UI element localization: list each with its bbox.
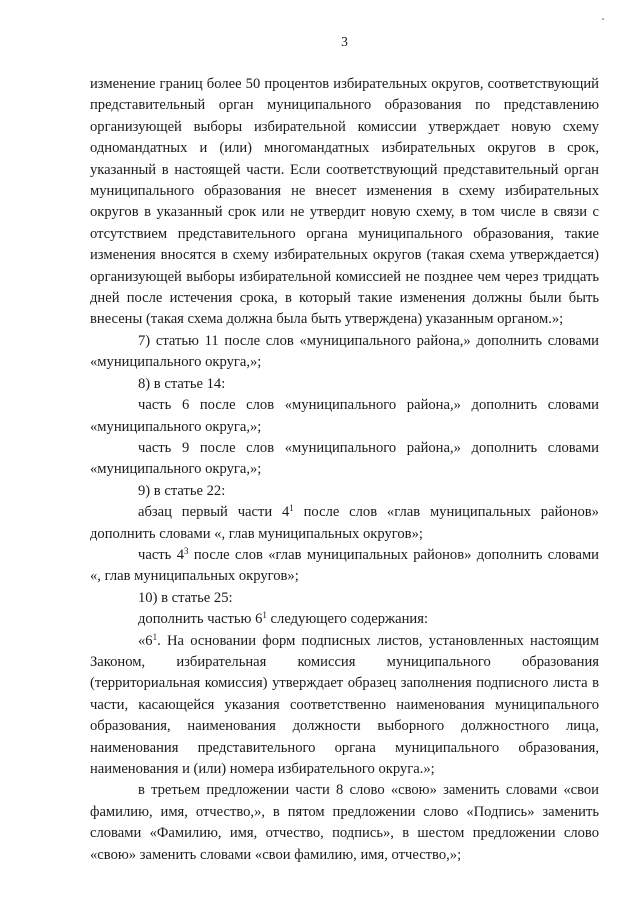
page-number: 3 [341,34,348,49]
superscript: 3 [184,545,189,556]
text-before-sup: часть 4 [138,546,184,563]
text-before-sup: дополнить частью 6 [138,611,263,628]
superscript: 1 [152,631,158,642]
text-after-sup: следующего содержания: [266,611,429,628]
paragraph-item-8: 8) в статье 14: [138,375,226,392]
paragraph-part-8: в третьем предложении части 8 слово «свою» заменить словами «свои фамилию, имя, отчество,», в пятом предложении слово «Подпись» заменить словами «Фамилию, имя, отчество, подпись», в шестом предложении слово «свою» заменить словами «свои фамилию, имя, отчество,»; [90,782,599,863]
text-after-sup: . На основании форм подписных листов, установленных настоящим Законом, избирательная комиссия муниципального образования (территориальная комиссия) утверждает образец заполнения подписного листа в части, касающейся указания соответственно наименования муниципального образования, наименования должности выборного должностного лица, наименования представительного органа муниципального образования, наименования и (или) номера избирательного округа.»; [90,632,599,777]
text-after-sup: после слов «глав муниципальных районов» дополнить словами «, глав муниципальных округов»; [90,504,599,542]
paragraph-add-part-6-1 [90,609,599,630]
superscript: 1 [262,610,267,621]
paragraph-part-6: часть 6 после слов «муниципального района,» дополнить словами «муниципального округа,»; [90,397,599,435]
scan-dot [602,18,604,20]
paragraph-part-4-1 [90,502,599,545]
superscript: 1 [289,503,294,514]
paragraph-item-9: 9) в статье 22: [138,482,226,499]
text-before-sup: «6 [138,632,153,649]
document-body [90,74,599,866]
paragraph-item-7: 7) статью 11 после слов «муниципального района,» дополнить словами «муниципального округа,»; [90,332,599,371]
text-before-sup: абзац первый части 4 [138,504,290,521]
paragraph-part-6-1-text [90,631,599,781]
text-after-sup: после слов «глав муниципальных районов» дополнить словами «, глав муниципальных округов»; [90,546,599,585]
paragraph-continuation: изменение границ более 50 процентов избирательных округов, соответствующий представительный орган муниципального образования по представлению организующей выборы избирательной комиссии утверждает новую схему одномандатных и (или) многомандатных избирательных округов в срок, указанный в настоящей части. Если соответствующий представительный орган муниципального образования не внесет изменения в схему избирательных округов в указанный срок или не утвердит новую схему, в том числе в связи с отсутствием представительного органа муниципального образования, такие изменения вносятся в схему избирательных округов (такая схема утверждается) организующей выборы избирательной комиссией не позднее чем через тридцать дней после истечения срока, в который такие изменения должны были быть внесены (такая схема должна была быть утверждена) указанным органом.»; [90,76,599,328]
paragraph-item-10: 10) в статье 25: [138,589,233,606]
paragraph-part-9: часть 9 после слов «муниципального района,» дополнить словами «муниципального округа,»; [90,439,599,478]
paragraph-part-4-3 [90,545,599,588]
